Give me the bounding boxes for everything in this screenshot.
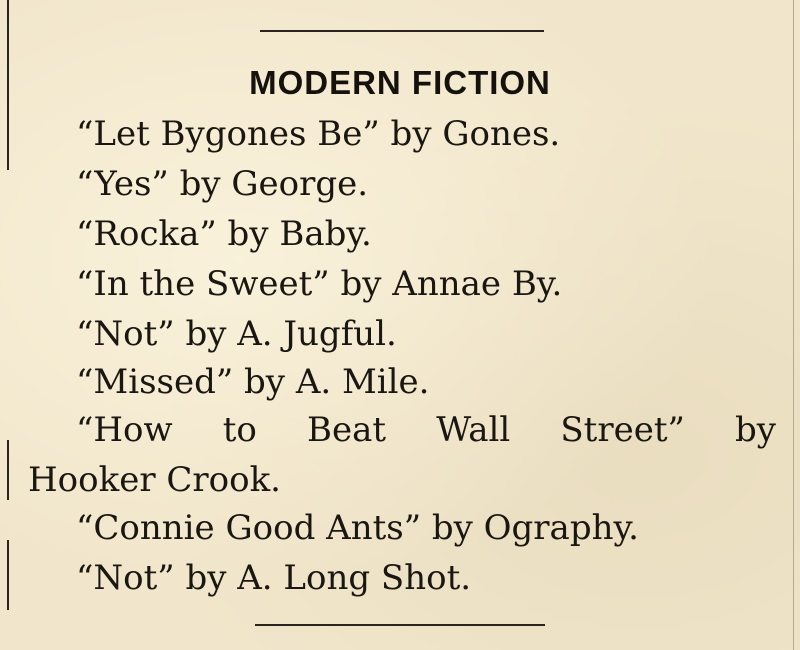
fiction-entry: “Missed” by A. Mile. <box>76 362 430 402</box>
entry-word: “How <box>76 410 173 450</box>
fiction-entry: “In the Sweet” by Annae By. <box>76 264 563 304</box>
fiction-entry: “Connie Good Ants” by Ography. <box>76 508 639 548</box>
fiction-entry-continuation: Hooker Crook. <box>28 460 281 500</box>
section-title: MODERN FICTION <box>249 64 551 101</box>
fiction-entry-first-line <box>76 410 776 450</box>
column-gutter-mark <box>7 540 9 610</box>
top-divider-rule <box>260 30 544 32</box>
entry-word: Street” <box>560 410 685 450</box>
fiction-entry: “Let Bygones Be” by Gones. <box>76 114 561 154</box>
fiction-entry: “Rocka” by Baby. <box>76 214 372 254</box>
entry-word: by <box>735 410 776 450</box>
bottom-divider-rule <box>255 624 545 626</box>
fiction-entry: “Not” by A. Jugful. <box>76 314 397 354</box>
column-gutter-mark <box>7 440 9 500</box>
entry-word: Wall <box>436 410 511 450</box>
entry-word: Beat <box>307 410 387 450</box>
entry-word: to <box>222 410 257 450</box>
fiction-entry: “Yes” by George. <box>76 164 369 204</box>
fiction-entry: “Not” by A. Long Shot. <box>76 558 472 598</box>
